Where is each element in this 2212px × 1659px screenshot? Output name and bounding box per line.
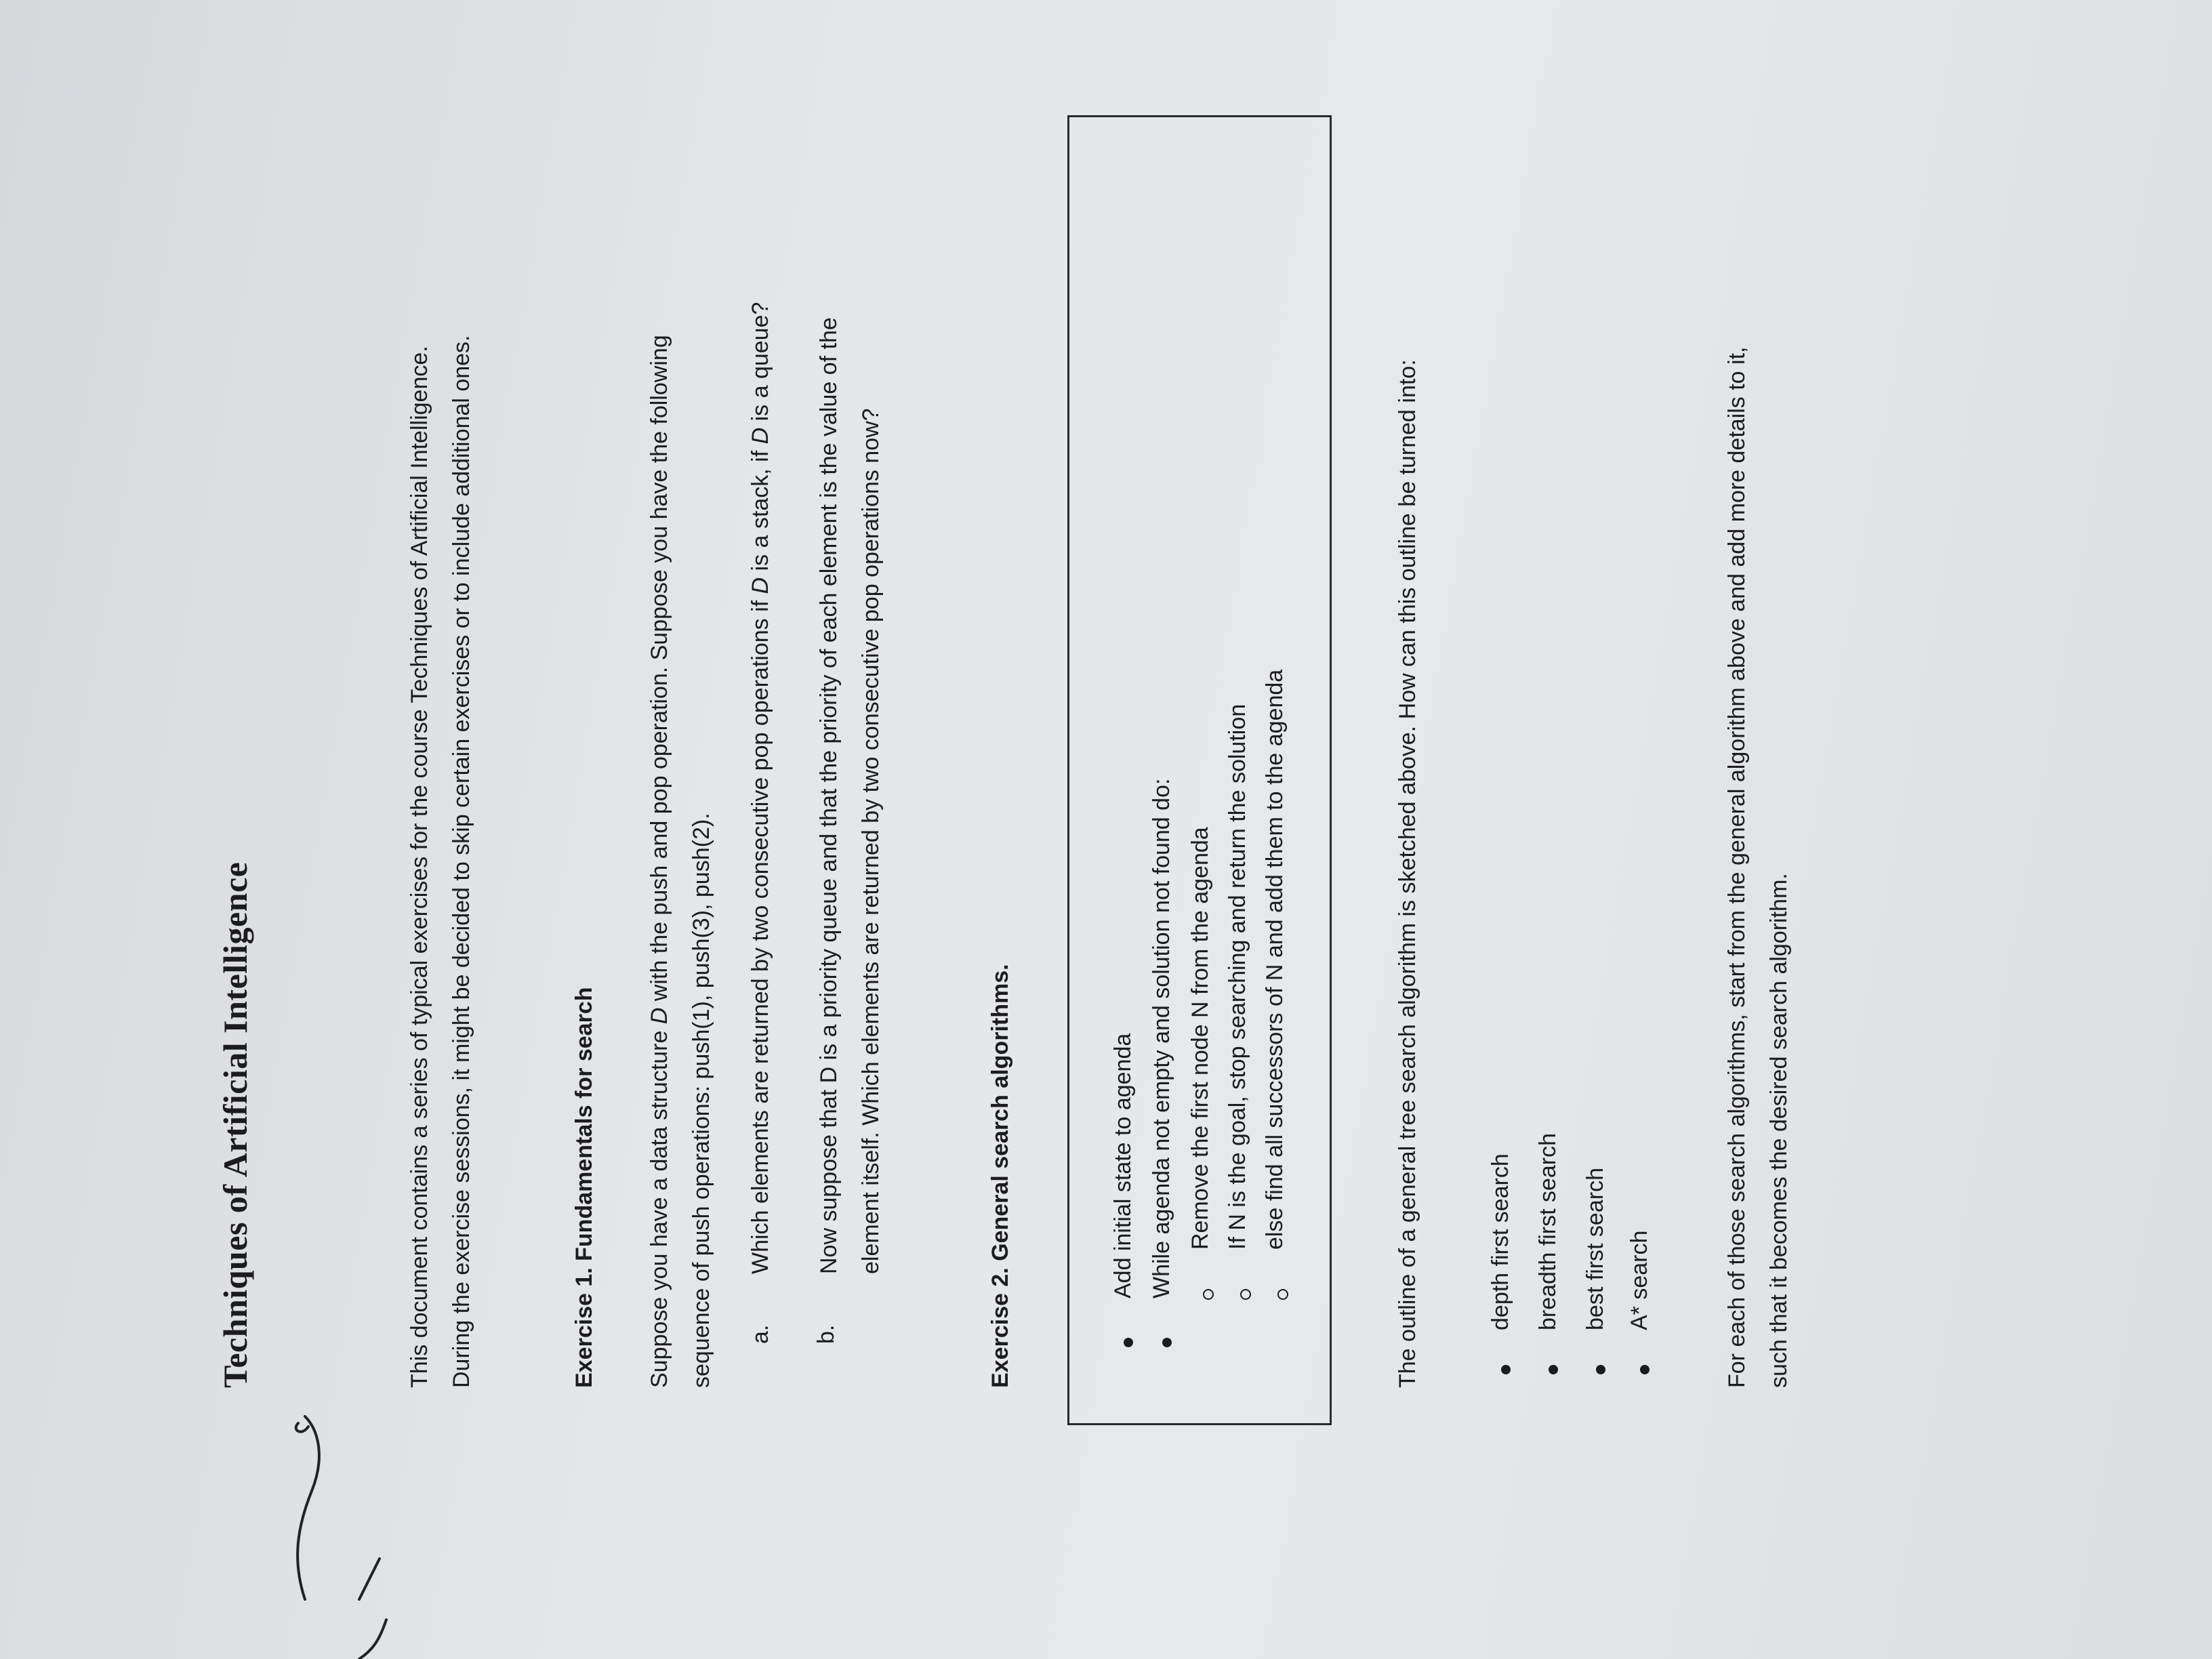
- exercise2-heading: Exercise 2. General search algorithms.: [987, 964, 1013, 1388]
- algorithm-item: depth first search: [1488, 1153, 1513, 1330]
- algorithm-item: A* search: [1626, 1230, 1652, 1330]
- bullet-icon: [1549, 1365, 1558, 1374]
- question-b-line-2: element itself. Which elements are returned by two consecutive pop operations now?: [858, 408, 884, 1274]
- exercise1-heading: Exercise 1. Fundamentals for search: [571, 987, 597, 1388]
- algorithm-substep: If N is the goal, stop searching and return the solution: [1225, 703, 1250, 1250]
- question-b-line-1: Now suppose that D is a priority queue and that the priority of each element is the value of the: [816, 317, 842, 1274]
- question-a-marker: a.: [747, 1324, 773, 1344]
- bullet-icon: [1501, 1365, 1511, 1374]
- closing-line-1: For each of those search algorithms, start from the general algorithm above and add more details to it,: [1724, 346, 1750, 1388]
- question-b-marker: b.: [813, 1324, 839, 1344]
- algorithm-step: While agenda not empty and solution not found do:: [1149, 778, 1174, 1298]
- intro-paragraph: [398, 335, 483, 1389]
- algorithm-substep: else find all successors of N and add them to the agenda: [1262, 669, 1288, 1250]
- algorithm-substep: Remove the first node N from the agenda: [1187, 827, 1213, 1250]
- exercise2-question: The outline of a general tree search algorithm is sketched above. How can this outline be turned into:: [1395, 359, 1420, 1388]
- question-a: Which elements are returned by two consecutive pop operations if D is a stack, if D is a queue?: [747, 302, 773, 1274]
- intro-line-2: During the exercise sessions, it might be decided to skip certain exercises or to include additional ones.: [449, 335, 474, 1388]
- algorithm-step: Add initial state to agenda: [1110, 1033, 1136, 1298]
- bullet-icon: [1596, 1365, 1605, 1374]
- algorithm-item: breadth first search: [1535, 1132, 1561, 1330]
- algorithm-item: best first search: [1582, 1168, 1608, 1330]
- circle-bullet-icon: [1277, 1289, 1288, 1300]
- exercise1-intro-line-1: Suppose you have a data structure D with the push and pop operation. Suppose you have the following: [647, 335, 672, 1388]
- pen-mark-icon: [278, 1396, 468, 1659]
- document-title: Techniques of Artificial Intelligence: [216, 861, 254, 1388]
- closing-paragraph: [1716, 347, 1800, 1388]
- variable-d: D: [647, 1007, 672, 1025]
- circle-bullet-icon: [1203, 1289, 1214, 1300]
- intro-line-1: This document contains a series of typical exercises for the course Techniques of Artificial Intelligence.: [407, 346, 432, 1388]
- circle-bullet-icon: [1240, 1289, 1251, 1300]
- exercise1-intro-line-2: sequence of push operations: push(1), push(3), push(2).: [689, 813, 714, 1388]
- question-b: [808, 317, 892, 1274]
- exercise1-intro: [638, 335, 722, 1388]
- closing-line-2: such that it becomes the desired search algorithm.: [1766, 873, 1792, 1388]
- bullet-icon: [1162, 1338, 1172, 1347]
- bullet-icon: [1124, 1338, 1133, 1347]
- bullet-icon: [1640, 1365, 1650, 1374]
